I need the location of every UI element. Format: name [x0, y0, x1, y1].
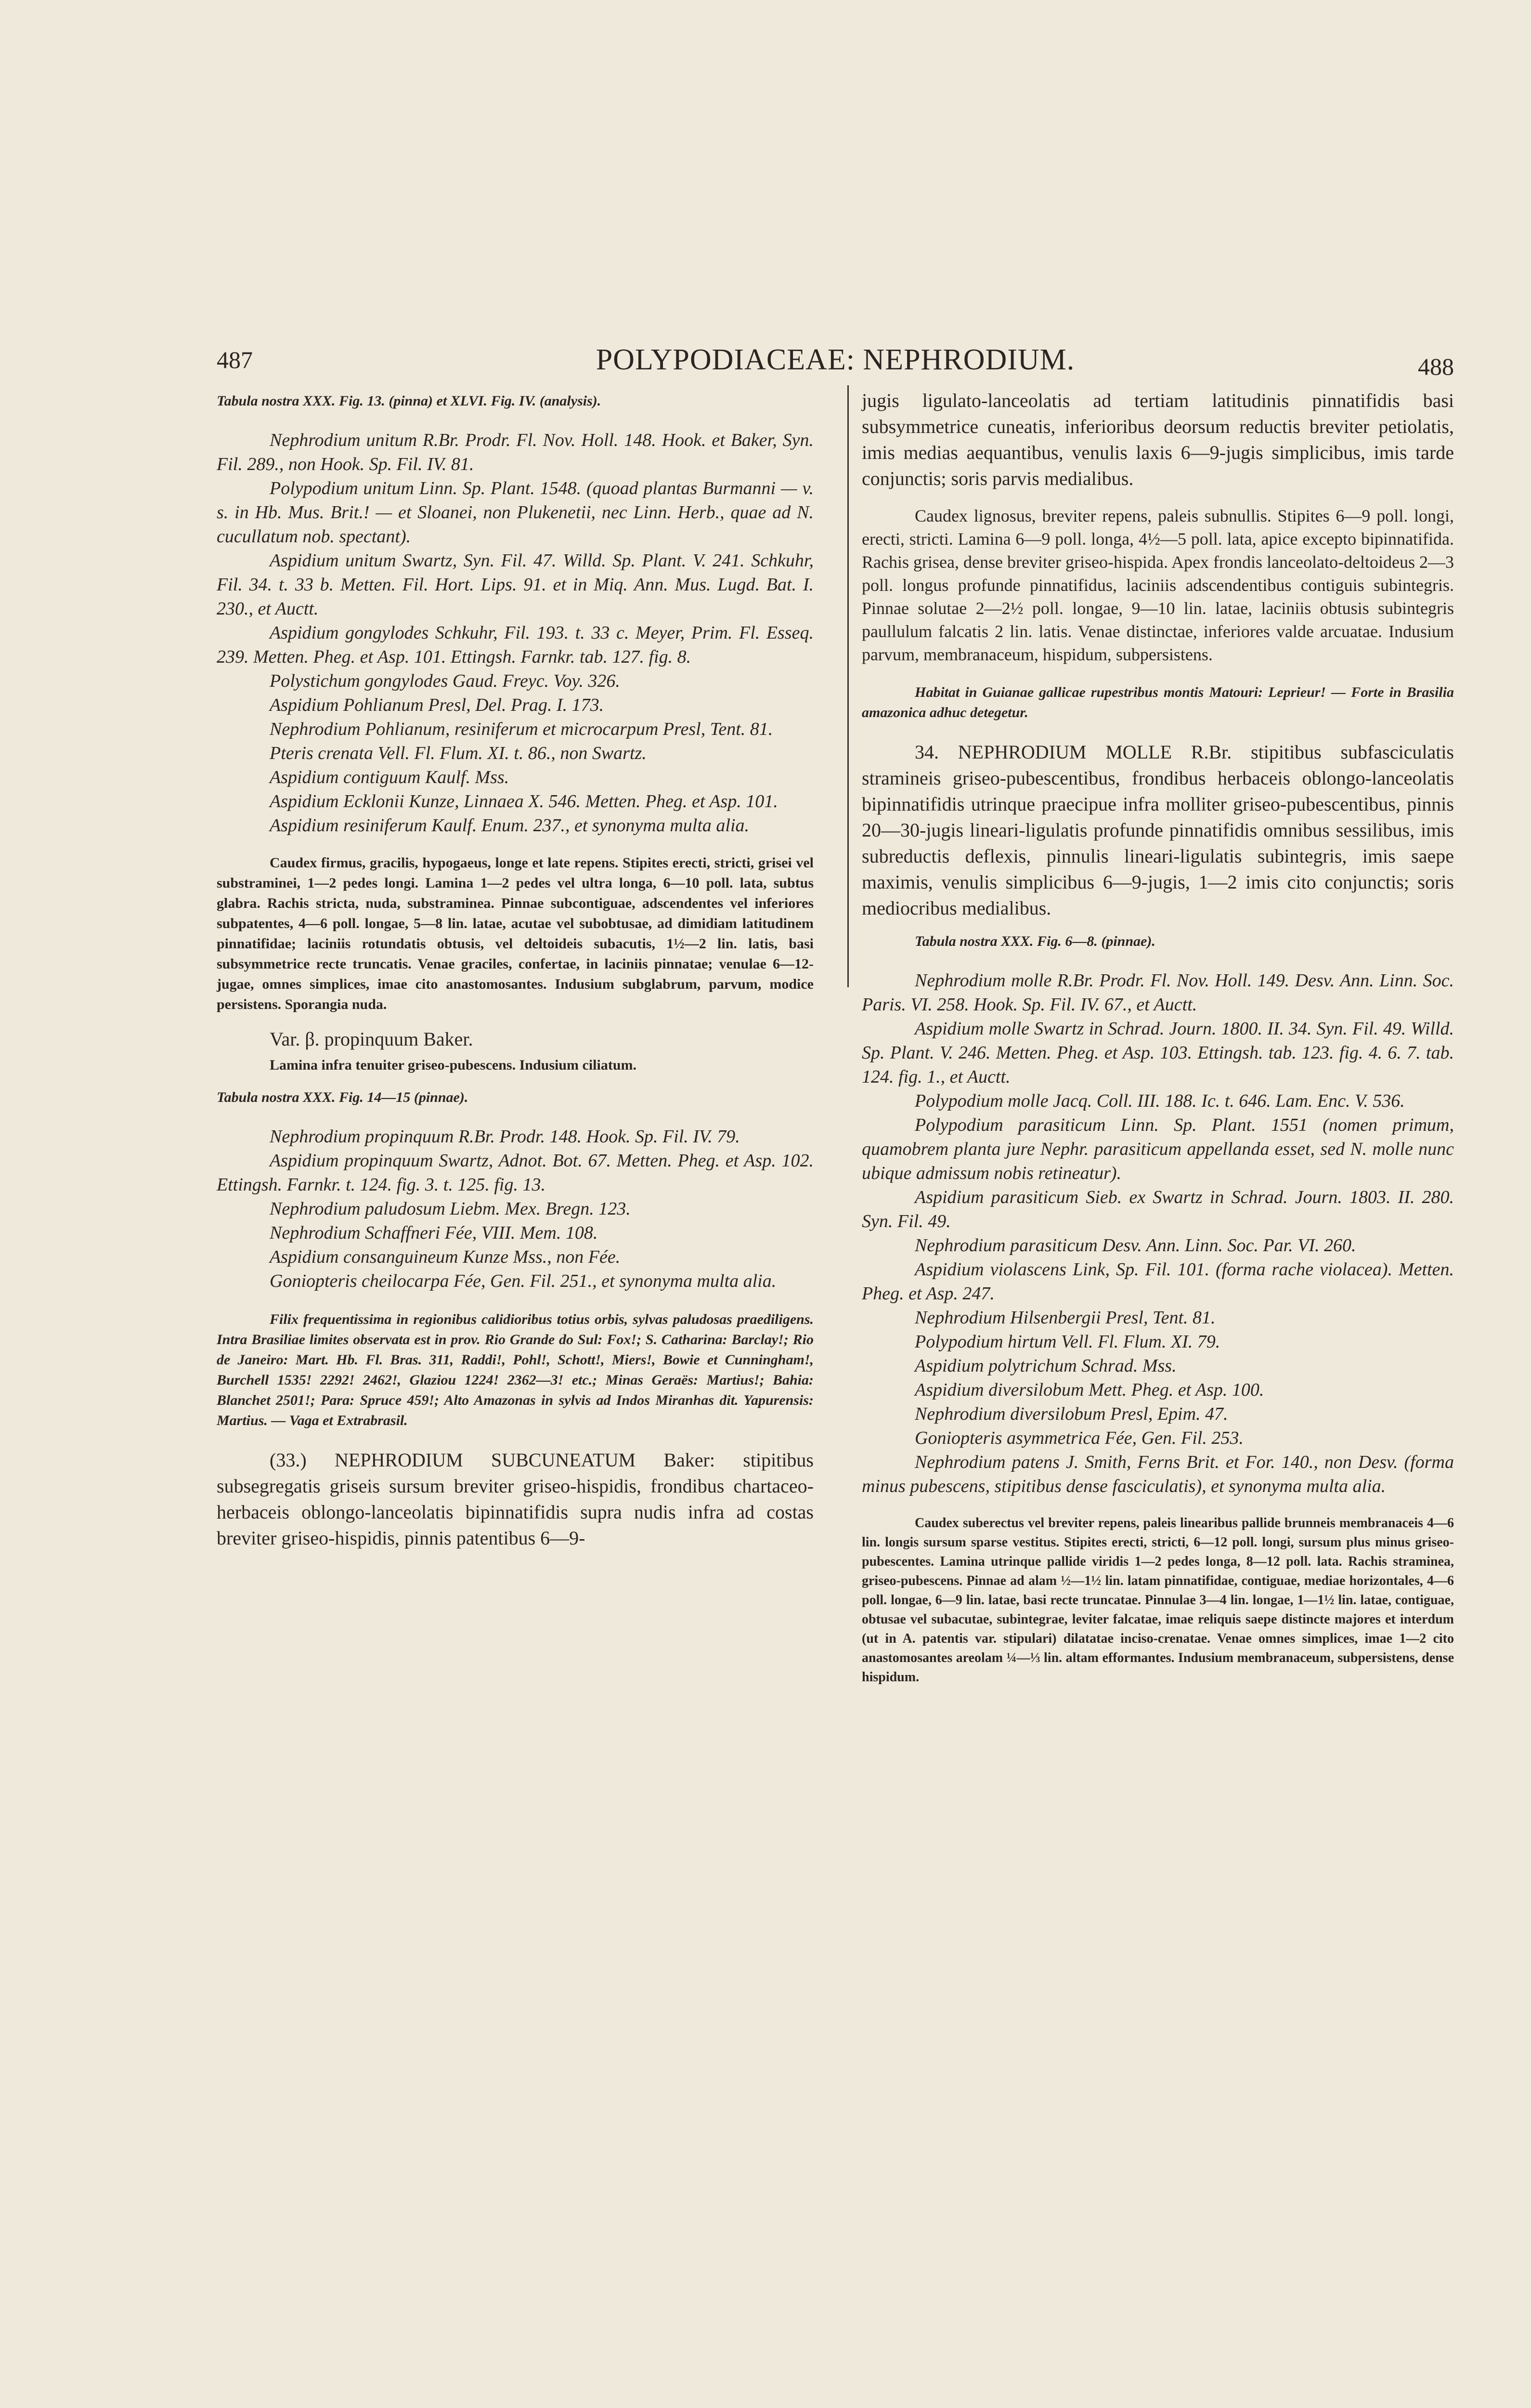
synonym: Nephrodium molle R.Br. Prodr. Fl. Nov. Holl. 149. Desv. Ann. Linn. Soc. Paris. VI. 258. Hook. Sp. Fil. IV. 67., et Auctt. [862, 970, 1454, 1015]
species-continuation: jugis ligulato-lanceolatis ad tertiam latitudinis pinnatifidis basi subsymmetrice cuneatis, inferioribus deorsum reductis breviter petiolatis, imis medias aequantibus, venulis laxis 6—9-jugis simplicibus, imis tarde conjunctis; soris parvis medialibus. [862, 390, 1454, 489]
species-description: Caudex suberectus vel breviter repens, paleis linearibus pallide brunneis membranaceis 4—6 lin. longis sursum sparse vestitus. Stipites erecti, stricti, 6—12 poll. longi, sursum plus minus griseo-pubescentes. Lamina utrinque pallide viridis 1—2 pedes longa, 8—12 poll. lata. Rachis straminea, griseo-pubescens. Pinnae ad alam ½—1½ lin. latam pinnatifidae, contiguae, mediae horizontales, 4—6 poll. longae, 6—9 lin. latae, basi recte truncatae. Pinnulae 3—4 lin. longae, 1—1½ lin. latae, contiguae, obtusae vel subacutae, subintegrae, leviter falcatae, imae reliquis saepe distincte majores et interdum (ut in A. patentis var. stipulari) dilatatae inciso-crenatae. Venae omnes simplices, imae 1—2 cito anastomosantes areolam ¼—⅓ lin. altam efformantes. Indusium membranaceum, subpersistens, dense hispidum. [862, 1516, 1454, 1685]
synonym: Nephrodium Hilsenbergii Presl, Tent. 81. [915, 1308, 1216, 1328]
species-description: Caudex firmus, gracilis, hypogaeus, longe et late repens. Stipites erecti, stricti, grisei vel substraminei, 1—2 pedes longi. Lamina 1—2 pedes vel ultra longa, 6—10 poll. lata, subtus glabra. Rachis stricta, nuda, substraminea. Pinnae subcontiguae, adscendentes vel inferiores subpatentes, 4—6 poll. longae, 5—8 lin. latae, acutae vel subobtusae, ad dimidiam latitudinem pinnatifidae; laciniis rotundatis obtusis, vel deltoideis subacutis, 1½—2 lin. latis, basi subsymmetrice recte truncatis. Venae graciles, confertae, in laciniis pinnatae; venulae 6—12-jugae, omnes simplices, imae cito anastomosantes. Indusium subglabrum, parvum, modice persistens. Sporangia nuda. [217, 855, 814, 1012]
plate-reference: Tabula nostra XXX. Fig. 14—15 (pinnae). [217, 1089, 468, 1105]
species-heading: 34. NEPHRODIUM MOLLE R.Br. stipitibus subfasciculatis stramineis griseo-pubescentibus, frondibus herbaceis oblongo-lanceolatis bipinnatifidis utrinque praecipue infra molliter griseo-pubescentibus, pinnis 20—30-jugis lineari-ligulatis profunde pinnatifidis omnibus sessilibus, imis subreductis deflexis, pinnulis lineari-ligulatis subintegris, imis saepe maximis, venulis simplicibus 6—9-jugis, 1—2 imis cito conjunctis; soris mediocribus medialibus. [862, 741, 1454, 919]
species-description: Caudex lignosus, breviter repens, paleis subnullis. Stipites 6—9 poll. longi, erecti, stricti. Lamina 6—9 poll. longa, 4½—5 poll. lata, apice excepto bipinnatifida. Rachis grisea, dense breviter griseo-hispida. Apex frondis lanceolato-deltoideus 2—3 poll. longus profunde pinnatifidus, laciniis adscendentibus contiguis subintegris. Pinnae solutae 2—2½ poll. longae, 9—10 lin. latae, laciniis obtusis subintegris paullulum falcatis 2 lin. latis. Venae distinctae, inferiores valde arcuatae. Indusium parvum, membranaceum, hispidum, subpersistens. [862, 506, 1454, 664]
synonym: Aspidium unitum Swartz, Syn. Fil. 47. Willd. Sp. Plant. V. 241. Schkuhr, Fil. 34. t. 33 b. Metten. Fil. Hort. Lips. 91. et in Miq. Ann. Mus. Lugd. Bat. I. 230., et Auctt. [217, 550, 814, 619]
species-heading: (33.) NEPHRODIUM SUBCUNEATUM Baker: stipitibus subsegregatis griseis sursum breviter griseo-hispidis, frondibus chartaceo-herbaceis oblongo-lanceolatis bipinnatifidis supra nudis infra ad costas breviter griseo-hispidis, pinnis patentibus 6—9- [217, 1449, 814, 1549]
synonym: Aspidium Ecklonii Kunze, Linnaea X. 546. Metten. Pheg. et Asp. 101. [270, 791, 778, 811]
synonym: Aspidium Pohlianum Presl, Del. Prag. I. 173. [270, 695, 604, 715]
synonym: Goniopteris cheilocarpa Fée, Gen. Fil. 251., et synonyma multa alia. [270, 1271, 777, 1291]
synonym: Nephrodium paludosum Liebm. Mex. Bregn. 123. [270, 1199, 631, 1219]
right-column [862, 388, 1454, 1699]
habitat-note: Habitat in Guianae gallicae rupestribus montis Matouri: Leprieur! — Forte in Brasilia amazonica adhuc detegetur. [862, 684, 1454, 720]
running-title: POLYPODIACEAE: NEPHRODIUM. [596, 343, 1075, 376]
synonym: Aspidium molle Swartz in Schrad. Journ. 1800. II. 34. Syn. Fil. 49. Willd. Sp. Plant. V. 246. Metten. Pheg. et Asp. 103. Ettingsh. tab. 123. fig. 4. 6. 7. tab. 124. fig. 1., et Auctt. [862, 1019, 1454, 1087]
synonym: Aspidium gongylodes Schkuhr, Fil. 193. t. 33 c. Meyer, Prim. Fl. Esseq. 239. Metten. Pheg. et Asp. 101. Ettingsh. Farnkr. tab. 127. fig. 8. [217, 623, 814, 667]
synonym: Aspidium resiniferum Kaulf. Enum. 237., et synonyma multa alia. [270, 815, 750, 836]
habitat-note: Filix frequentissima in regionibus calidioribus totius orbis, sylvas paludosas praediligens. Intra Brasiliae limites observata est in prov. Rio Grande do Sul: Fox!; S. Catharina: Barclay!; Rio de Janeiro: Mart. Hb. Fl. Bras. 311, Raddi!, Pohl!, Schott!, Miers!, Bowie et Cunningham!, Burchell 1535! 2292! 2462!, Glaziou 1224! 2362—3! etc.; Minas Geraës: Martius!; Bahia: Blanchet 2501!; Para: Spruce 459!; Alto Amazonas in sylvis ad Indos Miranhas dit. Yapurensis: Martius. — Vaga et Extrabrasil. [217, 1311, 814, 1428]
synonym: Aspidium consanguineum Kunze Mss., non Fée. [270, 1247, 621, 1267]
synonym: Goniopteris asymmetrica Fée, Gen. Fil. 253. [915, 1428, 1244, 1448]
synonym: Polypodium unitum Linn. Sp. Plant. 1548. (quoad plantas Burmanni — v. s. in Hb. Mus. Brit.! — et Sloanei, non Plukenetii, nec Linn. Herb., quae ad N. cucullatum nob. spectant). [217, 478, 814, 547]
synonym: Aspidium diversilobum Mett. Pheg. et Asp. 100. [915, 1380, 1264, 1400]
synonym: Nephrodium Pohlianum, resiniferum et microcarpum Presl, Tent. 81. [270, 719, 773, 739]
synonym: Nephrodium propinquum R.Br. Prodr. 148. Hook. Sp. Fil. IV. 79. [270, 1126, 740, 1147]
synonym: Aspidium violascens Link, Sp. Fil. 101. (forma rache violacea). Metten. Pheg. et Asp. 247. [862, 1259, 1454, 1304]
synonym: Nephrodium diversilobum Presl, Epim. 47. [915, 1404, 1228, 1424]
synonym: Aspidium parasiticum Sieb. ex Swartz in Schrad. Journ. 1803. II. 280. Syn. Fil. 49. [862, 1187, 1454, 1231]
synonym: Polypodium molle Jacq. Coll. III. 188. Ic. t. 646. Lam. Enc. V. 536. [915, 1091, 1405, 1111]
synonym: Nephrodium patens J. Smith, Ferns Brit. et For. 140., non Desv. (forma minus pubescens, stipitibus dense fasciculatis), et synonyma multa alia. [862, 1452, 1454, 1496]
page-number-left: 487 [217, 346, 253, 373]
left-column [217, 388, 814, 1561]
column-divider [847, 385, 849, 987]
synonym: Polypodium parasiticum Linn. Sp. Plant. 1551 (nomen primum, quamobrem planta jure Nephr. parasiticum appellanda esset, sed N. molle nunc ubique admissum nobis retineatur). [862, 1115, 1454, 1183]
synonym: Aspidium polytrichum Schrad. Mss. [915, 1356, 1177, 1376]
page-header [217, 343, 1454, 381]
plate-reference: Tabula nostra XXX. Fig. 6—8. (pinnae). [915, 933, 1155, 949]
synonym: Nephrodium unitum R.Br. Prodr. Fl. Nov. Holl. 148. Hook. et Baker, Syn. Fil. 289., non Hook. Sp. Fil. IV. 81. [217, 430, 814, 474]
variety-heading: Var. β. propinquum Baker. [270, 1028, 473, 1050]
synonym: Pteris crenata Vell. Fl. Flum. XI. t. 86., non Swartz. [270, 743, 647, 763]
synonym: Nephrodium Schaffneri Fée, VIII. Mem. 108. [270, 1223, 598, 1243]
page-number-right: 488 [1418, 353, 1454, 380]
plate-reference: Tabula nostra XXX. Fig. 13. (pinna) et XLVI. Fig. IV. (analysis). [217, 393, 601, 409]
synonym: Nephrodium parasiticum Desv. Ann. Linn. Soc. Par. VI. 260. [915, 1235, 1356, 1256]
synonym: Aspidium propinquum Swartz, Adnot. Bot. 67. Metten. Pheg. et Asp. 102. Ettingsh. Farnkr. t. 124. fig. 3. t. 125. fig. 13. [217, 1151, 814, 1195]
synonym: Aspidium contiguum Kaulf. Mss. [270, 767, 509, 787]
synonym: Polypodium hirtum Vell. Fl. Flum. XI. 79. [915, 1332, 1220, 1352]
synonym: Polystichum gongylodes Gaud. Freyc. Voy. 326. [270, 671, 620, 691]
variety-description: Lamina infra tenuiter griseo-pubescens. Indusium ciliatum. [270, 1057, 636, 1073]
